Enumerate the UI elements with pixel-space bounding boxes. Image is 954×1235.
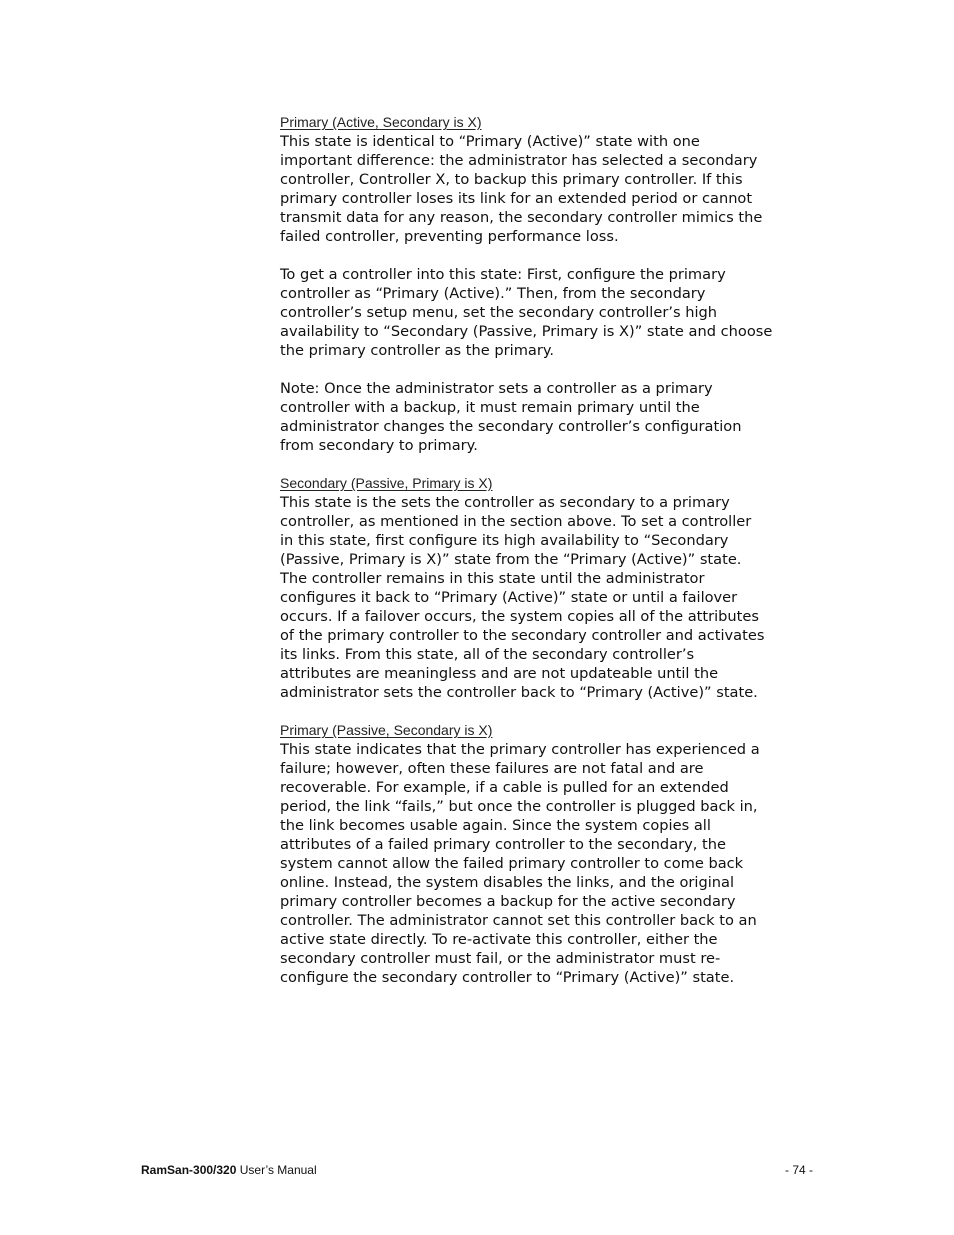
footer-product-name: RamSan-300/320 — [141, 1163, 237, 1177]
document-body — [280, 113, 820, 1006]
footer-manual-title — [141, 1162, 317, 1178]
section-heading: Secondary (Passive, Primary is X) — [280, 475, 493, 491]
footer-manual-label: User’s Manual — [236, 1163, 317, 1177]
paragraph: This state is the sets the controller as secondary to a primary controller, as mentioned in the section above. To set a controller in this state, first configure its high availability to “Secondary (Passive, Primary is X)” state from the “Primary (Active)” state. The controller remains in this state until the administrator configures it back to “Primary (Active)” state or until a failover occurs. If a failover occurs, the system copies all of the attributes of the primary controller to the secondary controller and activates its links. From this state, all of the secondary controller’s attributes are meaningless and are not updateable until the administrator sets the controller back to “Primary (Active)” state. — [280, 494, 765, 701]
section-secondary-passive-primary-x — [280, 474, 820, 702]
paragraph: Note: Once the administrator sets a controller as a primary controller with a backup, it must remain primary until the administrator changes the secondary controller’s configuration from secondary to primary. — [280, 380, 742, 454]
footer-page-number: - 74 - — [784, 1163, 813, 1177]
section-heading: Primary (Active, Secondary is X) — [280, 114, 482, 130]
paragraph: This state is identical to “Primary (Active)” state with one important difference: the administrator has selected a secondary controller, Controller X, to backup this primary controller. If this primary controller loses its link for an extended period or cannot transmit data for any reason, the secondary controller mimics the failed controller, preventing performance loss. — [280, 133, 763, 245]
paragraph: This state indicates that the primary controller has experienced a failure; however, often these failures are not fatal and are recoverable. For example, if a cable is pulled for an extended period, the link “fails,” but once the controller is plugged back in, the link becomes usable again. Since the system copies all attributes of a failed primary controller to the secondary, the system cannot allow the failed primary controller to come back online. Instead, the system disables the links, and the original primary controller becomes a backup for the active secondary controller. The administrator cannot set this controller back to an active state directly. To re-activate this controller, either the secondary controller must fail, or the administrator must re- configure the secondary controller to “Primary (Active)” state. — [280, 741, 760, 986]
section-primary-passive-secondary-x — [280, 721, 820, 987]
section-primary-active-secondary-x — [280, 113, 820, 455]
paragraph: To get a controller into this state: First, configure the primary controller as “Primary (Active).” Then, from the secondary controller’s setup menu, set the secondary controller’s high availability to “Secondary (Passive, Primary is X)” state and choose the primary controller as the primary. — [280, 266, 773, 359]
section-heading: Primary (Passive, Secondary is X) — [280, 722, 493, 738]
